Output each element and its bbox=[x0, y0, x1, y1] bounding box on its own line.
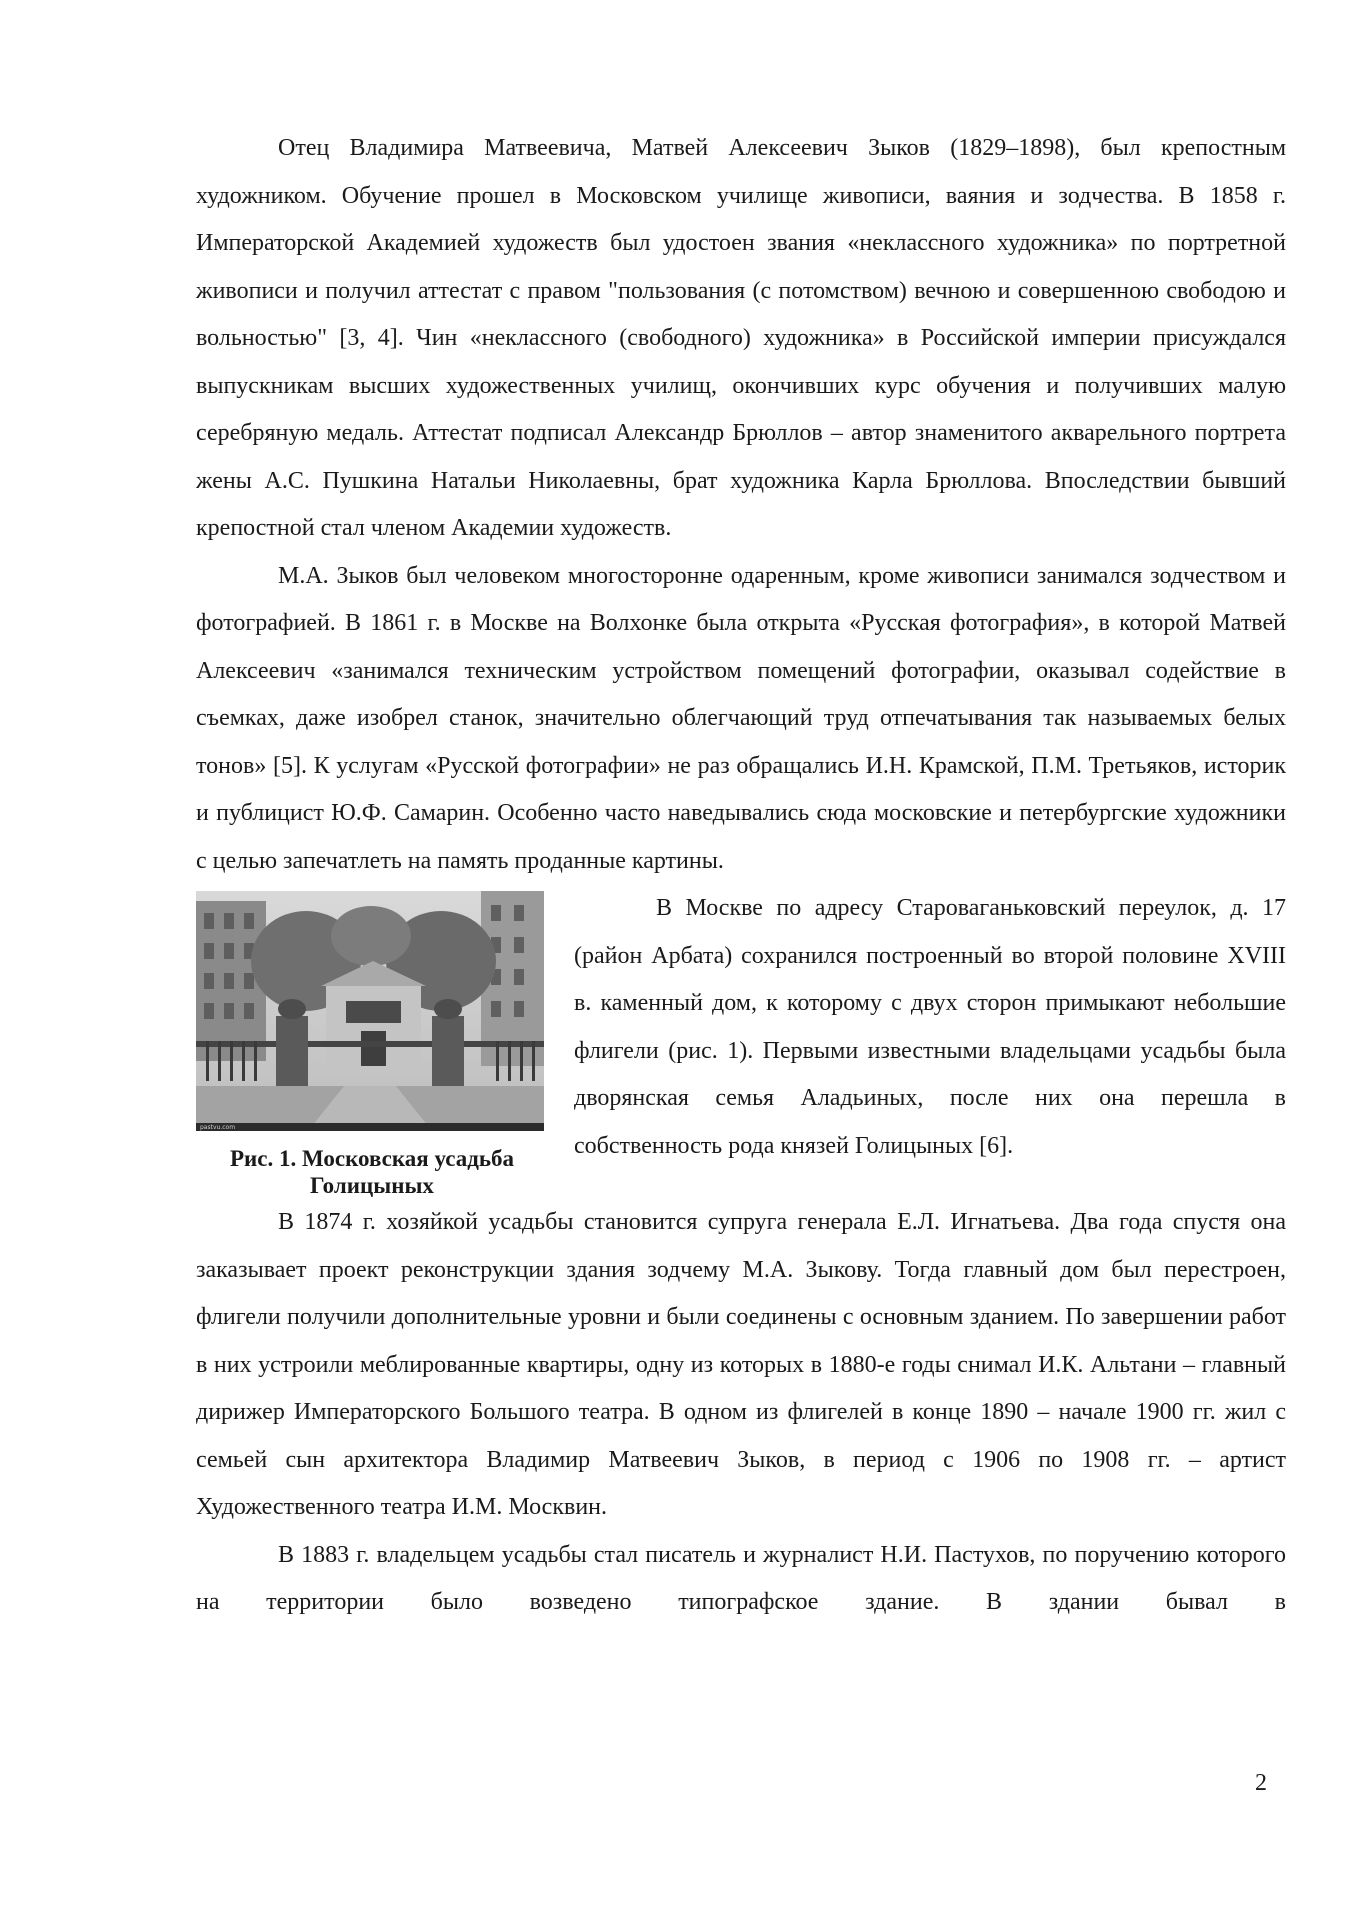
figure-caption: Рис. 1. Московская усадьба Голицыных bbox=[229, 1146, 515, 1198]
photo-credit: pastvu.com bbox=[200, 1124, 236, 1131]
paragraph-4: В 1874 г. хозяйкой усадьбы становится супруга генерала Е.Л. Игнатьева. Два года спустя она заказывает проект реконструкции здания зодчему М.А. Зыкову. Тогда главный дом был перестроен, флигели получили дополнительные уровни и были соединены с основным зданием. По завершении работ в них устроили меблированные квартиры, одну из которых в 1880-е годы снимал И.К. Альтани – главный дирижер Императорского Большого театра. В одном из флигелей в конце 1890 – начале 1900 гг. жил с семьей сын архитектора Владимир Матвеевич Зыков, в период с 1906 по 1908 гг. – артист Художественного театра И.М. Москвин. bbox=[196, 1209, 1286, 1520]
page-number: 2 bbox=[1255, 1770, 1267, 1796]
paragraph-1: Отец Владимира Матвеевича, Матвей Алексеевич Зыков (1829–1898), был крепостным художником. Обучение прошел в Московском училище живописи, ваяния и зодчества. В 1858 г. Императорской Академией художеств был удостоен звания «неклассного художника» по портретной живописи и получил аттестат с правом "пользования (с потомством) вечною и совершенною свободою и вольностью" [3, 4]. Чин «неклассного (свободного) художника» в Российской империи присуждался выпускникам высших художественных училищ, окончивших курс обучения и получивших малую серебряную медаль. Аттестат подписал Александр Брюллов – автор знаменитого акварельного портрета жены А.С. Пушкина Натальи Николаевны, брат художника Карла Брюллова. Впоследствии бывший крепостной стал членом Академии художеств. bbox=[196, 135, 1286, 541]
paragraph-2: М.А. Зыков был человеком многосторонне одаренным, кроме живописи занимался зодчеством и фотографией. В 1861 г. в Москве на Волхонке была открыта «Русская фотография», в которой Матвей Алексеевич «занимался техническим устройством помещений фотографии, оказывал содействие в съемках, даже изобрел станок, значительно облегчающий труд отпечатывания так называемых белых тонов» [5]. К услугам «Русской фотографии» не раз обращались И.Н. Крамской, П.М. Третьяков, историк и публицист Ю.Ф. Самарин. Особенно часто наведывались сюда московские и петербургские художники с целью запечатлеть на память проданные картины. bbox=[196, 562, 1286, 874]
paragraph-3: В Москве по адресу Староваганьковский переулок, д. 17 (район Арбата) сохранился построенный во второй половине XVIII в. каменный дом, к которому с двух сторон примыкают небольшие флигели (рис. 1). Первыми известными владельцами усадьбы была дворянская семья Аладьиных, после них она перешла в собственность рода князей Голицыных [6]. bbox=[574, 895, 1286, 1159]
figure-1 bbox=[196, 891, 548, 1199]
paragraph-5: В 1883 г. владельцем усадьбы стал писатель и журналист Н.И. Пастухов, по поручению которого на территории было возведено типографское здание. В здании бывал в bbox=[196, 1541, 1286, 1615]
estate-photo bbox=[196, 891, 544, 1131]
document-body bbox=[196, 125, 1286, 1627]
